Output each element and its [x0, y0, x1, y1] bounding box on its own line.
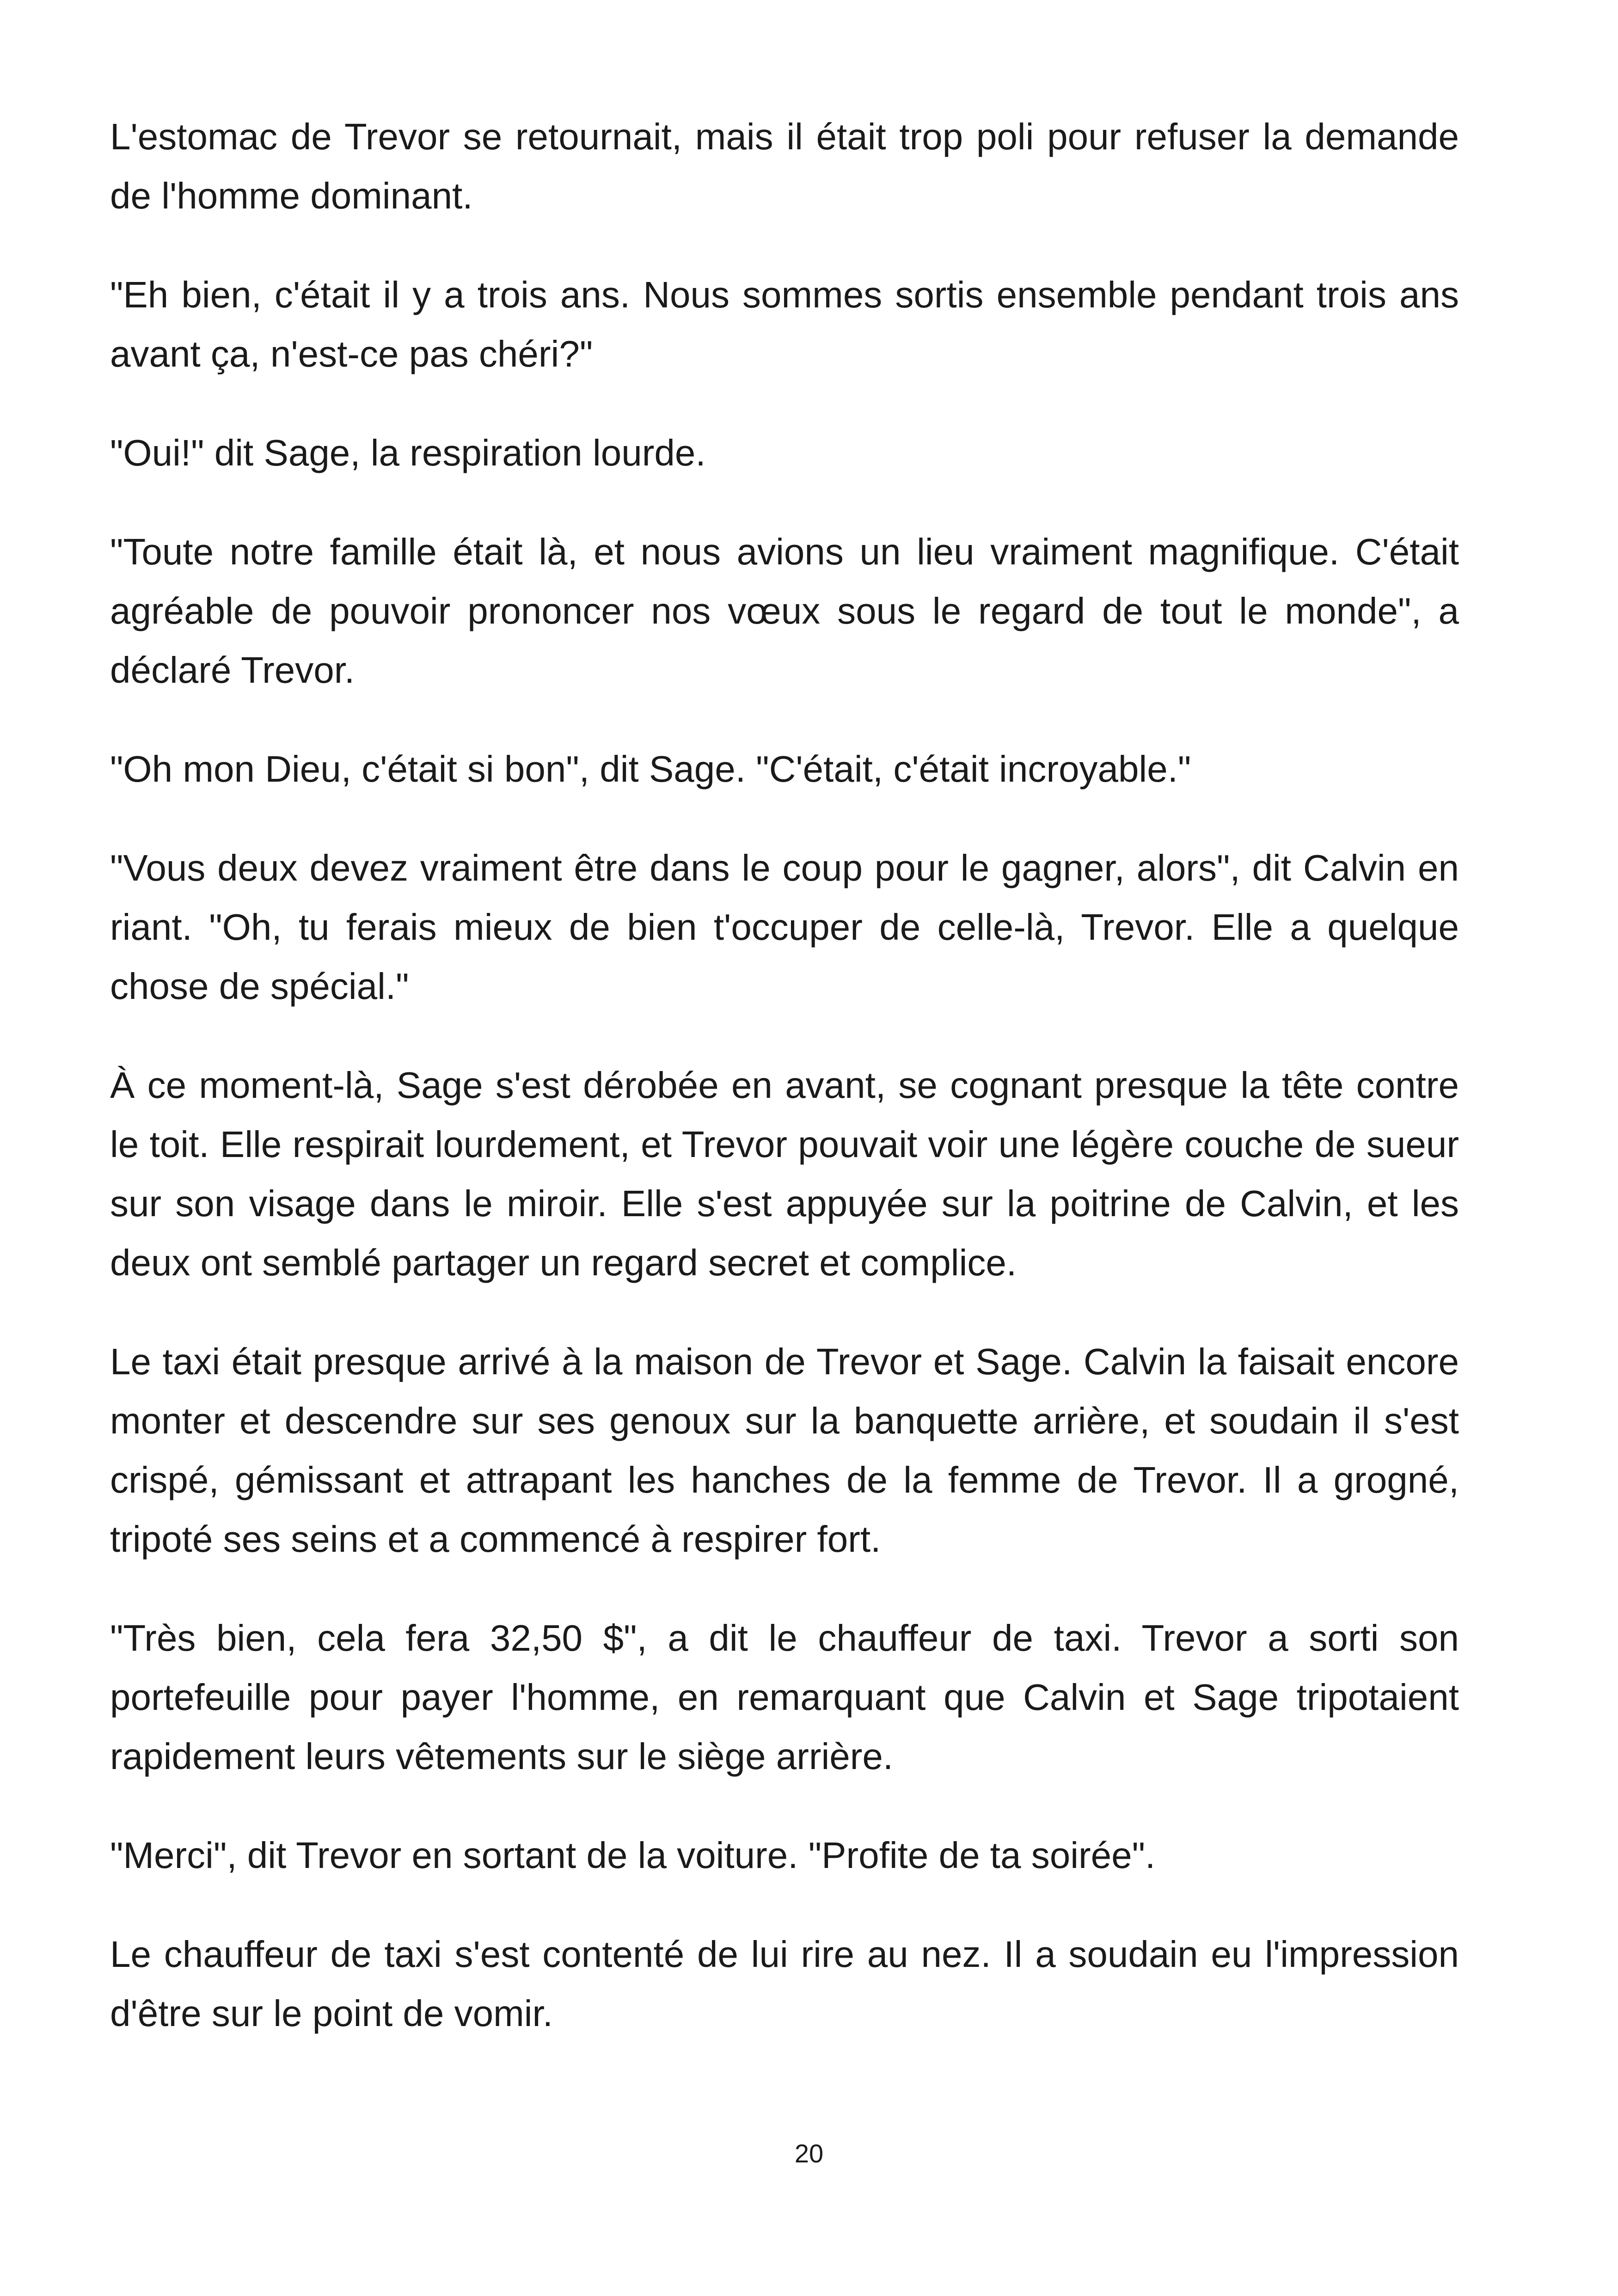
paragraph: À ce moment-là, Sage s'est dérobée en avant, se cognant presque la tête contre le toit. Elle respirait lourdement, et Trevor pouvait voir une légère couche de sueur sur son visage dans le miroir. Elle s'est appuyée sur la poitrine de Calvin, et les deux ont semblé partager un regard secret et complice.	[110, 1065, 1459, 1283]
paragraph: "Merci", dit Trevor en sortant de la voiture. "Profite de ta soirée".	[110, 1835, 1156, 1876]
paragraph: Le taxi était presque arrivé à la maison de Trevor et Sage. Calvin la faisait encore monter et descendre sur ses genoux sur la banquette arrière, et soudain il s'est crispé, gémissant et attrapant les hanches de la femme de Trevor. Il a grogné, tripoté ses seins et a commencé à respirer fort.	[110, 1341, 1459, 1560]
paragraph: Le chauffeur de taxi s'est contenté de lui rire au nez. Il a soudain eu l'impression d'être sur le point de vomir.	[110, 1934, 1459, 2034]
page-number: 20	[794, 2139, 824, 2168]
paragraph: "Oh mon Dieu, c'était si bon", dit Sage. "C'était, c'était incroyable."	[110, 748, 1191, 790]
paragraph: "Vous deux devez vraiment être dans le coup pour le gagner, alors", dit Calvin en riant. "Oh, tu ferais mieux de bien t'occuper de celle-là, Trevor. Elle a quelque chose de spécial."	[110, 847, 1459, 1007]
paragraph: "Toute notre famille était là, et nous avions un lieu vraiment magnifique. C'était agréable de pouvoir prononcer nos vœux sous le regard de tout le monde", a déclaré Trevor.	[110, 531, 1459, 691]
paragraph: "Très bien, cela fera 32,50 $", a dit le chauffeur de taxi. Trevor a sorti son portefeuille pour payer l'homme, en remarquant que Calvin et Sage tripotaient rapidement leurs vêtements sur le siège arrière.	[110, 1617, 1459, 1777]
paragraph: L'estomac de Trevor se retournait, mais il était trop poli pour refuser la demande de l'homme dominant.	[110, 116, 1459, 216]
body-text	[110, 107, 1459, 2083]
paragraph: "Eh bien, c'était il y a trois ans. Nous sommes sortis ensemble pendant trois ans avant ça, n'est-ce pas chéri?"	[110, 274, 1459, 374]
paragraph: "Oui!" dit Sage, la respiration lourde.	[110, 432, 706, 473]
